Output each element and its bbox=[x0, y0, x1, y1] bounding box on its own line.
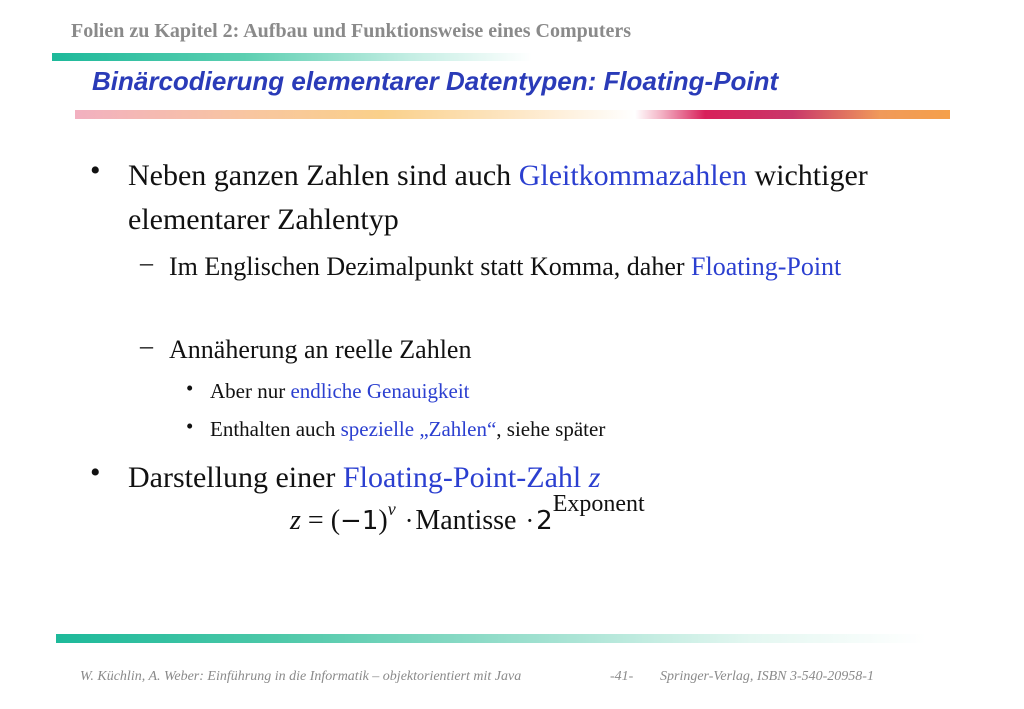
bullet-text: Darstellung einer Floating-Point-Zahl z bbox=[128, 461, 601, 494]
bullet-symbol: • bbox=[186, 376, 194, 400]
formula-exponent: Exponent bbox=[552, 491, 645, 517]
page-number: -41- bbox=[610, 669, 634, 684]
bullet-symbol: • bbox=[90, 456, 101, 489]
dash-symbol: – bbox=[140, 248, 153, 277]
bullet-symbol: • bbox=[90, 154, 101, 187]
bullet-text: Neben ganzen Zahlen sind auch Gleitkommazahlen wichtiger elementarer Zahlentyp bbox=[128, 159, 868, 236]
highlight-term: spezielle „Zahlen“ bbox=[340, 417, 497, 441]
subsubbullet-text: Enthalten auch spezielle „Zahlen“, siehe später bbox=[210, 417, 606, 441]
subbullet-text: Annäherung an reelle Zahlen bbox=[169, 335, 472, 364]
subsubbullet-text: Aber nur endliche Genauigkeit bbox=[210, 379, 470, 403]
formula-dot: · bbox=[525, 506, 535, 535]
formula-equals: = bbox=[300, 505, 331, 536]
highlight-term: Gleitkommazahlen bbox=[518, 159, 747, 192]
formula-base: −1 bbox=[340, 506, 379, 536]
header-divider bbox=[52, 53, 532, 61]
title-underline bbox=[75, 110, 950, 119]
chapter-heading: Folien zu Kapitel 2: Aufbau und Funktionsweise eines Computers bbox=[71, 20, 632, 42]
highlight-term: endliche Genauigkeit bbox=[290, 379, 470, 403]
formula-dot: · bbox=[404, 506, 414, 535]
formula-paren-close: ) bbox=[378, 505, 388, 536]
footer-citation: W. Küchlin, A. Weber: Einführung in die Informatik – objektorientiert mit Java bbox=[80, 669, 522, 684]
slide-title: Binärcodierung elementarer Datentypen: Floating-Point bbox=[92, 66, 779, 96]
dash-symbol: – bbox=[140, 331, 153, 360]
highlight-term: Floating-Point bbox=[691, 252, 842, 281]
formula-mantissa: Mantisse bbox=[415, 505, 517, 536]
footer-divider bbox=[56, 634, 926, 643]
subbullet-text: Im Englischen Dezimalpunkt statt Komma, daher Floating-Point bbox=[169, 252, 842, 281]
formula-base-two: 2 bbox=[536, 506, 553, 536]
bullet-symbol: • bbox=[186, 414, 194, 438]
floating-point-formula bbox=[290, 491, 645, 537]
footer-publisher: Springer-Verlag, ISBN 3-540-20958-1 bbox=[660, 669, 874, 684]
formula-paren-open: ( bbox=[330, 505, 341, 536]
formula-sign-exponent: v bbox=[387, 499, 396, 519]
highlight-term: Floating-Point-Zahl bbox=[342, 461, 589, 494]
variable-z: z bbox=[588, 461, 601, 494]
formula-lhs: z bbox=[290, 505, 301, 536]
